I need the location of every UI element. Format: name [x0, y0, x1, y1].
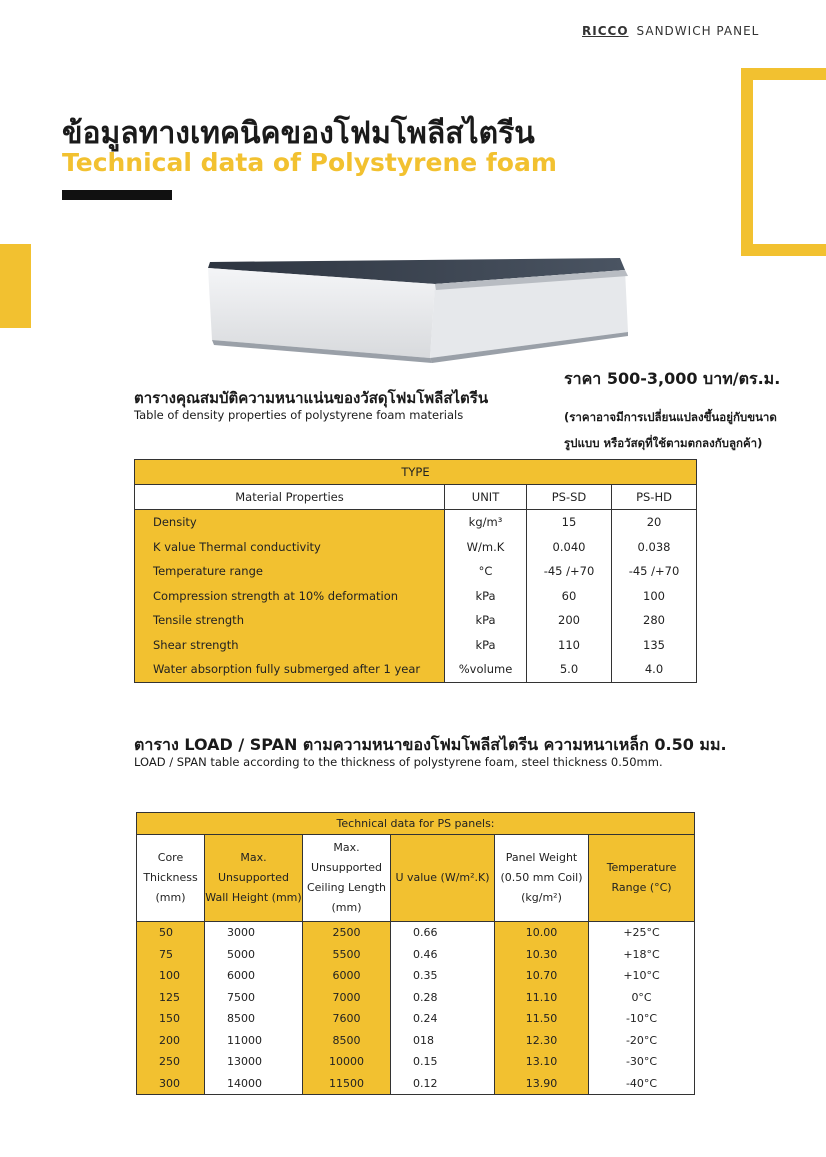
- property-name: Shear strength: [135, 633, 445, 658]
- header-material-properties: Material Properties: [135, 485, 445, 510]
- temperature: +25°C: [589, 922, 695, 944]
- temperature: -40°C: [589, 1073, 695, 1095]
- brand-name: RICCO: [582, 24, 629, 38]
- panel-weight: 10.30: [495, 944, 589, 966]
- density-table-title-english: Table of density properties of polystyrene foam materials: [134, 408, 464, 422]
- core-thickness: 100: [137, 965, 205, 987]
- wall-height: 14000: [205, 1073, 303, 1095]
- u-value: 018: [391, 1030, 495, 1052]
- u-value: 0.46: [391, 944, 495, 966]
- table-row: [135, 535, 697, 560]
- ps-hd-value: 100: [612, 584, 697, 609]
- page-title-thai: ข้อมูลทางเทคนิคของโฟมโพลีสไตรีน: [62, 116, 535, 151]
- ceiling-length: 2500: [303, 922, 391, 944]
- property-name: Compression strength at 10% deformation: [135, 584, 445, 609]
- property-unit: %volume: [445, 657, 527, 682]
- table-row: [137, 965, 695, 987]
- density-properties-table: [134, 459, 697, 683]
- wall-height: 11000: [205, 1030, 303, 1052]
- wall-height: 3000: [205, 922, 303, 944]
- ps-sd-value: -45 /+70: [527, 559, 612, 584]
- table-row: [135, 584, 697, 609]
- property-unit: kg/m³: [445, 510, 527, 535]
- header-ps-sd: PS-SD: [527, 485, 612, 510]
- ceiling-length: 10000: [303, 1051, 391, 1073]
- property-unit: kPa: [445, 633, 527, 658]
- price-note-line-1: (ราคาอาจมีการเปลี่ยนแปลงขึ้นอยู่กับขนาด: [564, 410, 777, 424]
- ps-sd-value: 15: [527, 510, 612, 535]
- table-row: [135, 510, 697, 535]
- load-span-title-english: LOAD / SPAN table according to the thickness of polystyrene foam, steel thickness 0.50mm.: [134, 755, 663, 769]
- wall-height: 7500: [205, 987, 303, 1009]
- ceiling-length: 6000: [303, 965, 391, 987]
- ps-hd-value: 4.0: [612, 657, 697, 682]
- table-row: [137, 1030, 695, 1052]
- wall-height: 13000: [205, 1051, 303, 1073]
- type-header: TYPE: [135, 460, 697, 485]
- u-value: 0.24: [391, 1008, 495, 1030]
- brand-header: [582, 24, 759, 38]
- sandwich-panel-image: [200, 250, 630, 365]
- ps-sd-value: 200: [527, 608, 612, 633]
- table-row: [137, 944, 695, 966]
- property-name: Tensile strength: [135, 608, 445, 633]
- price-label: ราคา 500-3,000 บาท/ตร.ม.: [564, 369, 781, 388]
- panel-weight: 10.70: [495, 965, 589, 987]
- temperature: -10°C: [589, 1008, 695, 1030]
- header-unit: UNIT: [445, 485, 527, 510]
- price-note: [564, 404, 777, 456]
- property-name: Water absorption fully submerged after 1 year: [135, 657, 445, 682]
- load-span-title-thai: ตาราง LOAD / SPAN ตามความหนาของโฟมโพลีสไตรีน ความหนาเหล็ก 0.50 มม.: [134, 735, 727, 754]
- property-name: K value Thermal conductivity: [135, 535, 445, 560]
- ps-hd-value: 0.038: [612, 535, 697, 560]
- header-core-thickness: Core Thickness (mm): [137, 835, 205, 922]
- temperature: -30°C: [589, 1051, 695, 1073]
- temperature: +18°C: [589, 944, 695, 966]
- decorative-yellow-bar: [0, 244, 31, 328]
- u-value: 0.12: [391, 1073, 495, 1095]
- table-row: [137, 1051, 695, 1073]
- panel-weight: 12.30: [495, 1030, 589, 1052]
- wall-height: 6000: [205, 965, 303, 987]
- header-u-value: U value (W/m².K): [391, 835, 495, 922]
- title-underline: [62, 190, 172, 200]
- temperature: +10°C: [589, 965, 695, 987]
- wall-height: 5000: [205, 944, 303, 966]
- temperature: -20°C: [589, 1030, 695, 1052]
- table-row: [137, 987, 695, 1009]
- panel-weight: 13.10: [495, 1051, 589, 1073]
- table-row: [135, 657, 697, 682]
- property-unit: kPa: [445, 608, 527, 633]
- panel-weight: 13.90: [495, 1073, 589, 1095]
- ceiling-length: 8500: [303, 1030, 391, 1052]
- ps-hd-value: 280: [612, 608, 697, 633]
- core-thickness: 150: [137, 1008, 205, 1030]
- core-thickness: 200: [137, 1030, 205, 1052]
- decorative-yellow-bracket: [741, 68, 826, 256]
- u-value: 0.15: [391, 1051, 495, 1073]
- table-row: [137, 922, 695, 944]
- panel-weight: 11.50: [495, 1008, 589, 1030]
- core-thickness: 125: [137, 987, 205, 1009]
- ps-sd-value: 110: [527, 633, 612, 658]
- header-wall-height: Max. Unsupported Wall Height (mm): [205, 835, 303, 922]
- panel-weight: 11.10: [495, 987, 589, 1009]
- ceiling-length: 11500: [303, 1073, 391, 1095]
- header-panel-weight: Panel Weight (0.50 mm Coil) (kg/m²): [495, 835, 589, 922]
- header-ceiling-length: Max. Unsupported Ceiling Length (mm): [303, 835, 391, 922]
- ceiling-length: 7000: [303, 987, 391, 1009]
- ceiling-length: 7600: [303, 1008, 391, 1030]
- property-unit: W/m.K: [445, 535, 527, 560]
- page-title-english: Technical data of Polystyrene foam: [62, 148, 557, 177]
- ps-hd-value: 20: [612, 510, 697, 535]
- table-row: [137, 1008, 695, 1030]
- ps-hd-value: -45 /+70: [612, 559, 697, 584]
- table-row: [135, 633, 697, 658]
- core-thickness: 50: [137, 922, 205, 944]
- property-name: Temperature range: [135, 559, 445, 584]
- header-temperature-range: Temperature Range (°C): [589, 835, 695, 922]
- u-value: 0.28: [391, 987, 495, 1009]
- core-thickness: 250: [137, 1051, 205, 1073]
- header-ps-hd: PS-HD: [612, 485, 697, 510]
- brand-tagline: SANDWICH PANEL: [636, 24, 760, 38]
- table-row: [137, 1073, 695, 1095]
- property-unit: kPa: [445, 584, 527, 609]
- table-row: [135, 559, 697, 584]
- core-thickness: 300: [137, 1073, 205, 1095]
- u-value: 0.66: [391, 922, 495, 944]
- u-value: 0.35: [391, 965, 495, 987]
- panel-weight: 10.00: [495, 922, 589, 944]
- core-thickness: 75: [137, 944, 205, 966]
- load-span-table: [136, 812, 695, 1095]
- table-caption: Technical data for PS panels:: [137, 813, 695, 835]
- ps-sd-value: 60: [527, 584, 612, 609]
- table-row: [135, 608, 697, 633]
- property-name: Density: [135, 510, 445, 535]
- density-table-title-thai: ตารางคุณสมบัติความหนาแน่นของวัสดุโฟมโพลีสไตรีน: [134, 389, 489, 407]
- ps-hd-value: 135: [612, 633, 697, 658]
- property-unit: °C: [445, 559, 527, 584]
- ceiling-length: 5500: [303, 944, 391, 966]
- price-note-line-2: รูปแบบ หรือวัสดุที่ใช้ตามตกลงกับลูกค้า): [564, 436, 763, 450]
- ps-sd-value: 0.040: [527, 535, 612, 560]
- ps-sd-value: 5.0: [527, 657, 612, 682]
- temperature: 0°C: [589, 987, 695, 1009]
- wall-height: 8500: [205, 1008, 303, 1030]
